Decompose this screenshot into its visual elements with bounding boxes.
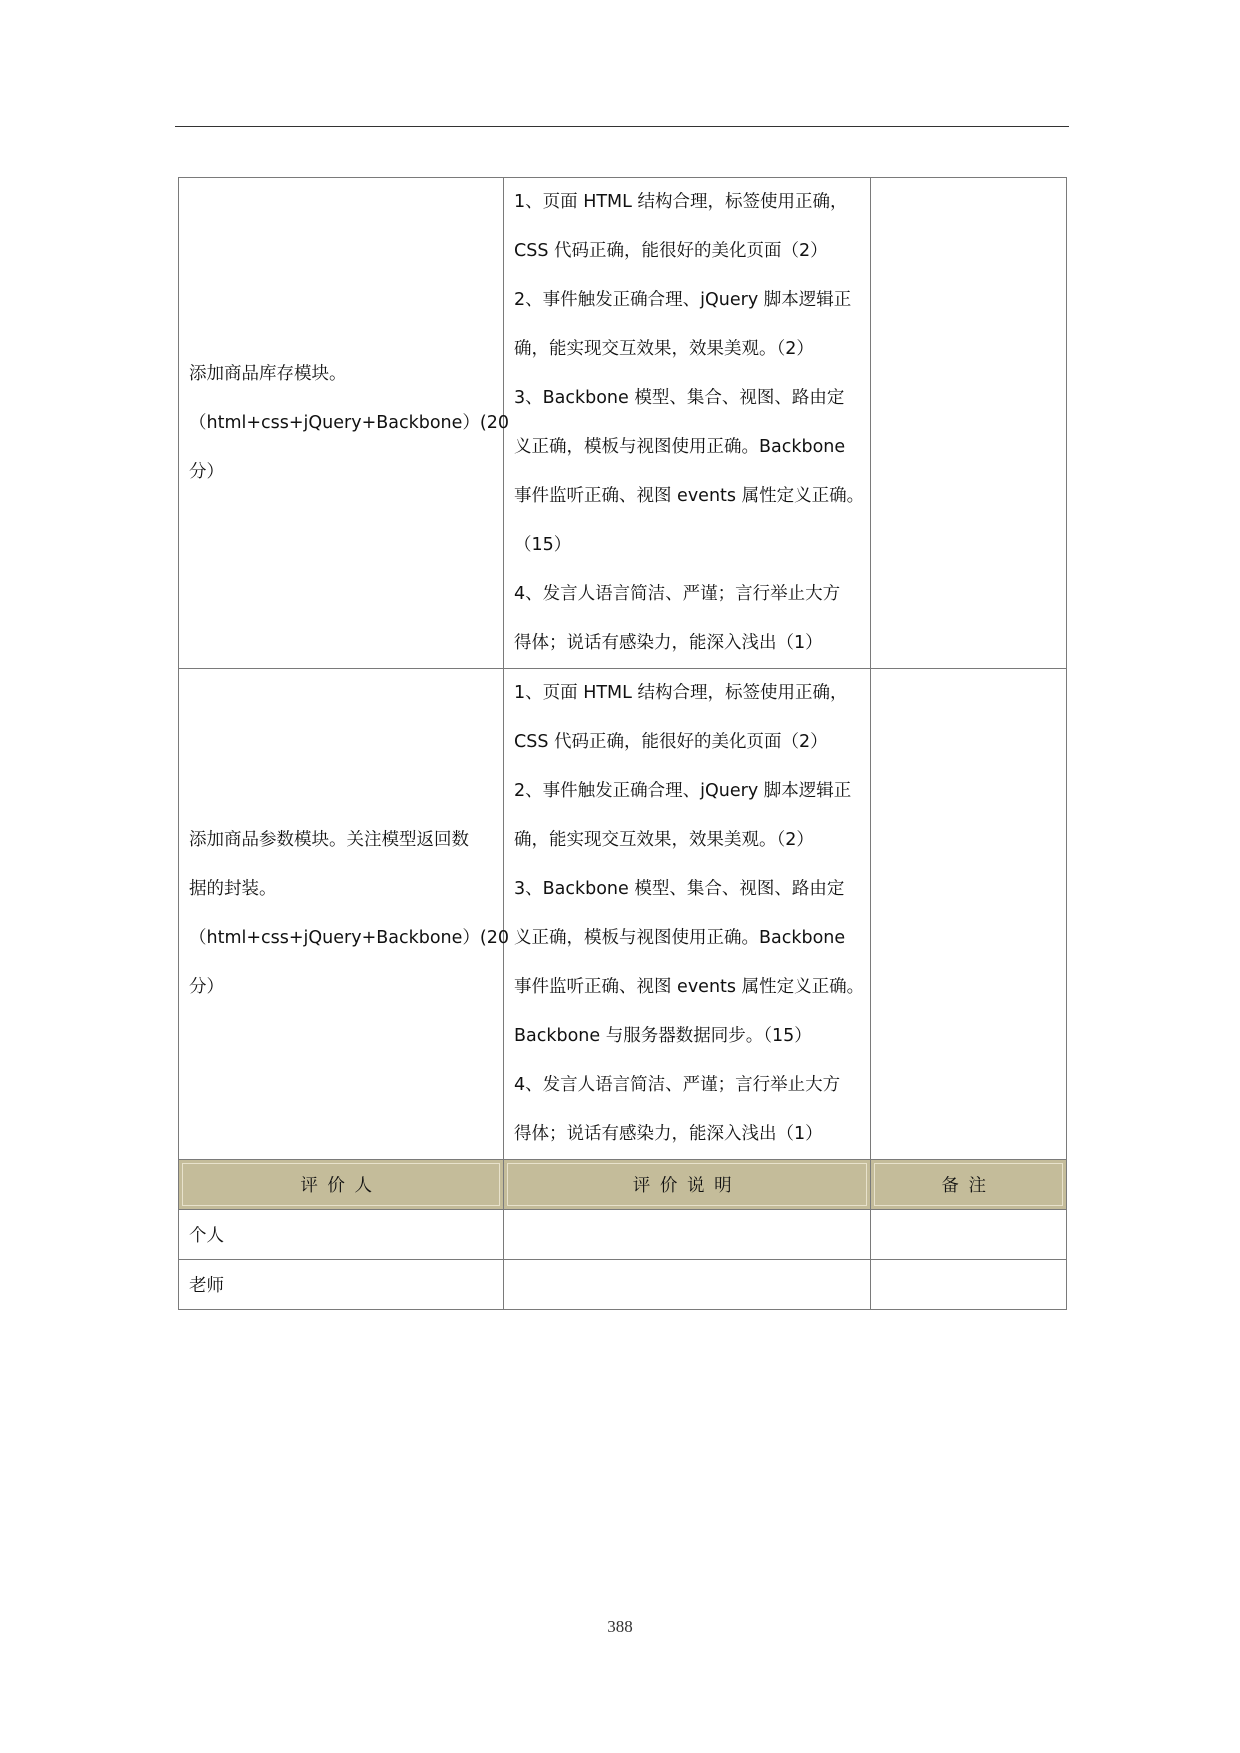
task-row	[179, 669, 1067, 1160]
description-cell[interactable]	[504, 1260, 871, 1310]
criteria-line: 义正确，模板与视图使用正确。Backbone	[514, 437, 846, 457]
criteria-line: Backbone 与服务器数据同步。（15）	[514, 1026, 812, 1046]
header-rule	[175, 126, 1069, 127]
evaluator-header: 评价人	[179, 1160, 504, 1210]
remark-header: 备注	[871, 1160, 1067, 1210]
criteria-line: （15）	[514, 535, 572, 555]
evaluator-cell: 老师	[179, 1260, 504, 1310]
task-cell	[179, 178, 510, 669]
description-header: 评价说明	[504, 1160, 871, 1210]
criteria-line: 1、页面 HTML 结构合理，标签使用正确，	[514, 192, 848, 212]
page-number: 388	[607, 1617, 633, 1636]
criteria-cell	[504, 669, 871, 1160]
description-cell[interactable]	[504, 1210, 871, 1260]
task-line: （html+css+jQuery+Backbone）(20	[189, 928, 510, 948]
criteria-line: 4、发言人语言简洁、严谨；言行举止大方	[514, 584, 841, 604]
score-cell	[871, 178, 1067, 669]
criteria-line: CSS 代码正确，能很好的美化页面（2）	[514, 732, 828, 752]
task-line: （html+css+jQuery+Backbone）(20	[189, 412, 510, 433]
criteria-line: 4、发言人语言简洁、严谨；言行举止大方	[514, 1075, 841, 1095]
criteria-line: 得体；说话有感染力，能深入浅出（1）	[514, 1124, 823, 1144]
task-row	[179, 178, 1067, 669]
remark-cell[interactable]	[871, 1210, 1067, 1260]
task-cell	[179, 669, 510, 1160]
criteria-line: 2、事件触发正确合理、jQuery 脚本逻辑正	[514, 781, 852, 801]
evaluation-table	[178, 177, 1067, 1310]
criteria-cell	[504, 178, 871, 669]
task-line: 添加商品库存模块。	[189, 363, 347, 384]
criteria-line: 得体；说话有感染力，能深入浅出（1）	[514, 633, 823, 653]
evaluation-row	[179, 1210, 1067, 1260]
criteria-line: 确，能实现交互效果，效果美观。（2）	[514, 830, 814, 850]
criteria-line: 事件监听正确、视图 events 属性定义正确。	[514, 977, 865, 997]
evaluation-row	[179, 1260, 1067, 1310]
criteria-line: 义正确，模板与视图使用正确。Backbone	[514, 928, 846, 948]
criteria-line: 确，能实现交互效果，效果美观。（2）	[514, 339, 814, 359]
criteria-line: 2、事件触发正确合理、jQuery 脚本逻辑正	[514, 290, 852, 310]
remark-cell[interactable]	[871, 1260, 1067, 1310]
task-line: 添加商品参数模块。关注模型返回数	[189, 830, 469, 850]
criteria-line: 3、Backbone 模型、集合、视图、路由定	[514, 388, 845, 408]
criteria-line: 3、Backbone 模型、集合、视图、路由定	[514, 879, 845, 899]
criteria-line: 1、页面 HTML 结构合理，标签使用正确，	[514, 683, 848, 703]
task-line: 分）	[189, 977, 224, 997]
evaluation-header-row	[179, 1160, 1067, 1210]
criteria-line: CSS 代码正确，能很好的美化页面（2）	[514, 241, 828, 261]
criteria-line: 事件监听正确、视图 events 属性定义正确。	[514, 486, 865, 506]
task-line: 据的封装。	[189, 879, 277, 899]
task-line: 分）	[189, 461, 224, 482]
evaluator-cell: 个人	[179, 1210, 504, 1260]
score-cell	[871, 669, 1067, 1160]
